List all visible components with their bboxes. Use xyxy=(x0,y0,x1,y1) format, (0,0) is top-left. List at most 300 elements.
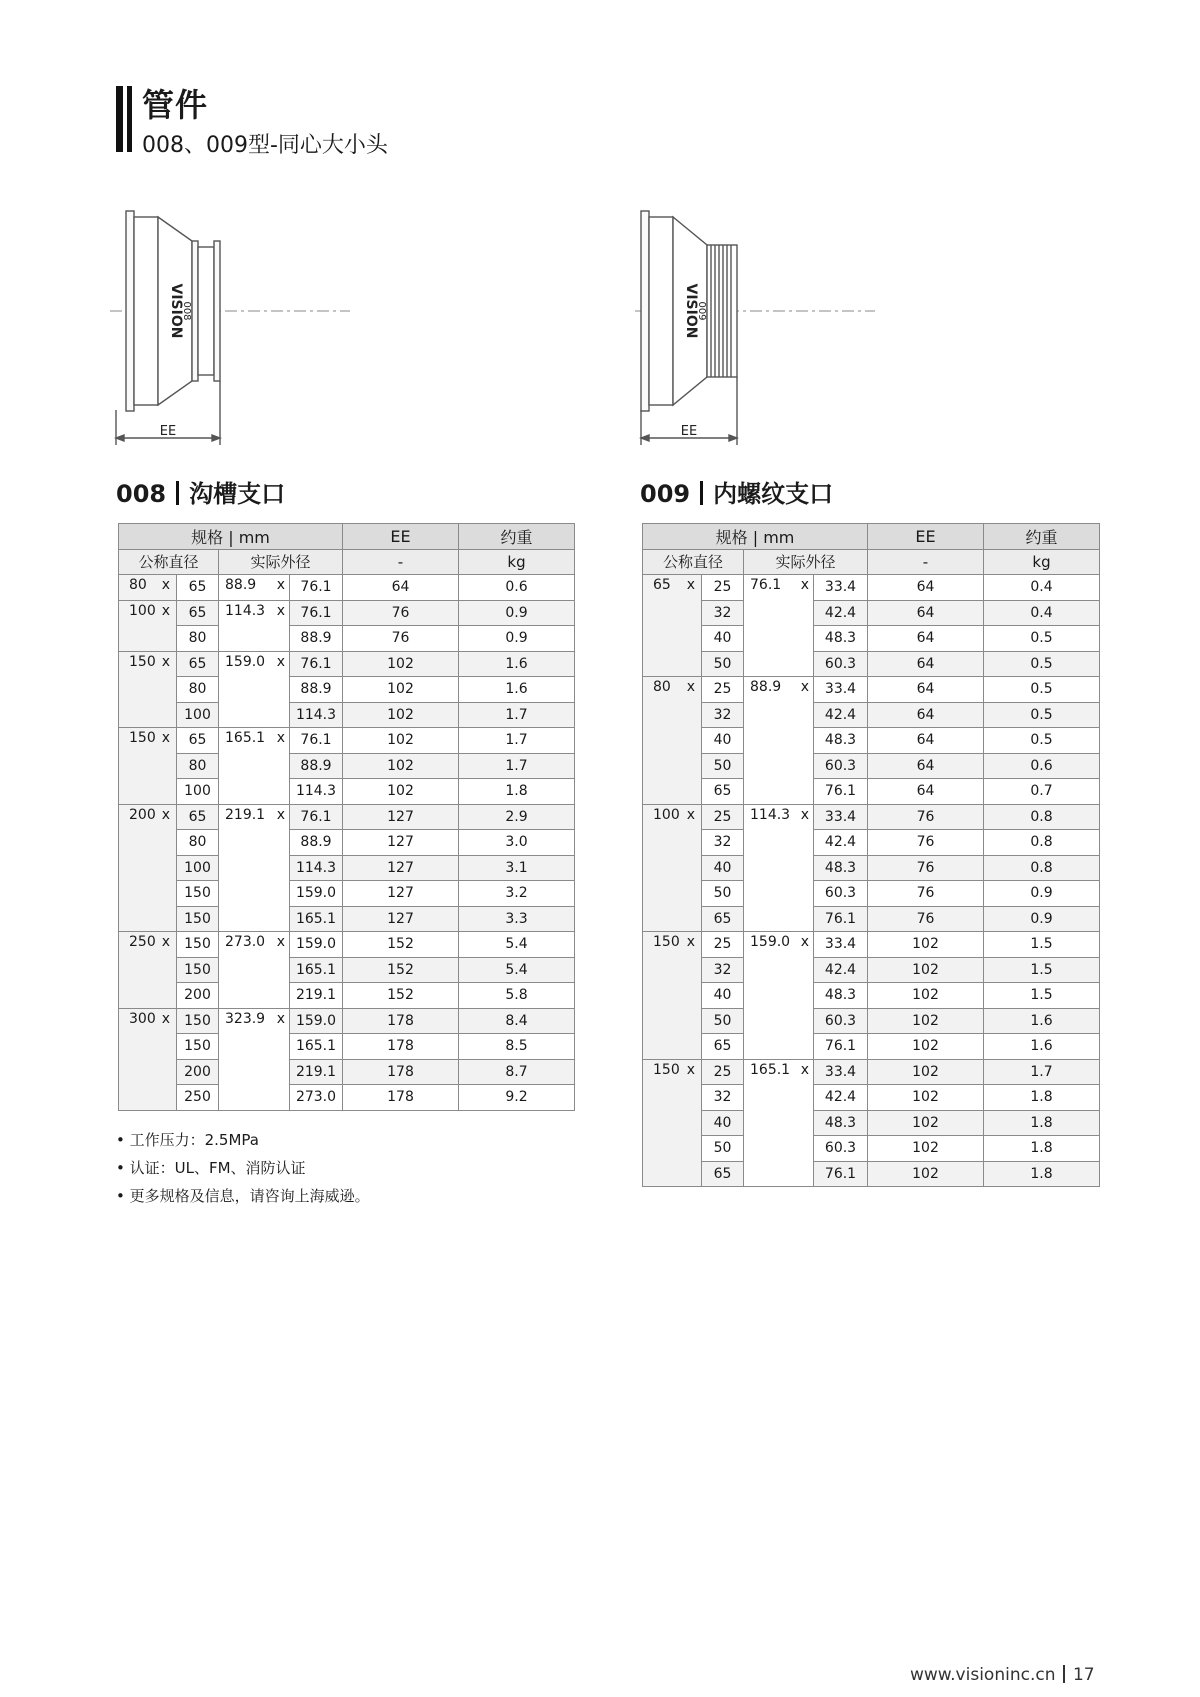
times-sign: x xyxy=(800,679,809,695)
nominal-small: 150 xyxy=(177,1034,219,1060)
note-item: • 更多规格及信息，请咨询上海威逊。 xyxy=(116,1187,370,1205)
table-row xyxy=(119,600,575,626)
table-row xyxy=(643,753,1100,779)
weight-value: 1.6 xyxy=(459,651,575,677)
times-sign: x xyxy=(161,602,170,619)
nominal-small: 80 xyxy=(177,677,219,703)
page-number: 17 xyxy=(1072,1665,1095,1685)
nominal-large-cell xyxy=(643,1059,702,1187)
od-small: 60.3 xyxy=(814,881,868,907)
od-small: 273.0 xyxy=(290,1085,343,1111)
table-row xyxy=(643,1110,1100,1136)
nominal-small: 100 xyxy=(177,702,219,728)
nominal-small: 25 xyxy=(702,1059,744,1085)
ee-value: 76 xyxy=(868,906,984,932)
od-small: 60.3 xyxy=(814,1008,868,1034)
nominal-small: 150 xyxy=(177,881,219,907)
table-row xyxy=(643,906,1100,932)
table-row xyxy=(119,728,575,754)
od-small: 159.0 xyxy=(290,1008,343,1034)
od-small: 48.3 xyxy=(814,983,868,1009)
nominal-large-cell xyxy=(643,932,702,1060)
ee-value: 127 xyxy=(343,881,459,907)
section-name: 沟槽支口 xyxy=(189,480,286,508)
od-large-cell xyxy=(219,804,290,932)
header-weight: 约重 xyxy=(459,524,575,550)
table-row xyxy=(643,1008,1100,1034)
ee-value: 102 xyxy=(868,1136,984,1162)
table-row xyxy=(643,702,1100,728)
times-sign: x xyxy=(161,653,170,670)
nominal-large-cell xyxy=(119,600,177,651)
spec-table-009 xyxy=(642,523,1100,1187)
od-small: 42.4 xyxy=(814,702,868,728)
table-row xyxy=(119,983,575,1009)
od-small: 33.4 xyxy=(814,575,868,601)
nominal-large-cell xyxy=(119,804,177,932)
weight-value: 0.9 xyxy=(984,881,1100,907)
weight-value: 0.9 xyxy=(459,626,575,652)
spec-table-008 xyxy=(118,523,575,1111)
od-small: 76.1 xyxy=(290,651,343,677)
nominal-small: 50 xyxy=(702,651,744,677)
ee-value: 102 xyxy=(343,753,459,779)
table-row xyxy=(119,651,575,677)
times-sign: x xyxy=(276,934,285,950)
table-row xyxy=(119,575,575,601)
od-small: 165.1 xyxy=(290,1034,343,1060)
nominal-large: 150 xyxy=(653,1061,680,1078)
header-ee-unit: - xyxy=(868,549,984,575)
header-weight: 约重 xyxy=(984,524,1100,550)
ee-value: 102 xyxy=(343,651,459,677)
od-small: 76.1 xyxy=(290,575,343,601)
weight-value: 8.5 xyxy=(459,1034,575,1060)
nominal-small: 40 xyxy=(702,1110,744,1136)
weight-value: 0.4 xyxy=(984,575,1100,601)
nominal-small: 80 xyxy=(177,753,219,779)
weight-value: 1.8 xyxy=(984,1161,1100,1187)
od-small: 114.3 xyxy=(290,855,343,881)
ee-value: 64 xyxy=(868,651,984,677)
od-small: 60.3 xyxy=(814,753,868,779)
drawing-brand: VISION xyxy=(683,283,699,339)
nominal-small: 65 xyxy=(702,1161,744,1187)
od-small: 88.9 xyxy=(290,626,343,652)
od-small: 33.4 xyxy=(814,1059,868,1085)
od-large: 114.3 xyxy=(225,602,266,619)
nominal-large: 100 xyxy=(653,806,680,823)
weight-value: 0.9 xyxy=(459,600,575,626)
od-large-cell xyxy=(744,575,814,677)
ee-value: 178 xyxy=(343,1059,459,1085)
weight-value: 5.4 xyxy=(459,932,575,958)
nominal-large-cell xyxy=(119,932,177,1009)
weight-value: 1.7 xyxy=(984,1059,1100,1085)
weight-value: 1.8 xyxy=(984,1136,1100,1162)
weight-value: 5.8 xyxy=(459,983,575,1009)
times-sign: x xyxy=(276,577,285,593)
table-row xyxy=(643,804,1100,830)
header-spec: 规格 | mm xyxy=(643,524,868,550)
od-small: 48.3 xyxy=(814,728,868,754)
table-row xyxy=(119,804,575,830)
table-row xyxy=(643,626,1100,652)
nominal-small: 32 xyxy=(702,702,744,728)
ee-value: 76 xyxy=(868,855,984,881)
od-large: 323.9 xyxy=(225,1010,266,1027)
ee-value: 64 xyxy=(868,728,984,754)
section-name: 内螺纹支口 xyxy=(713,480,834,508)
drawing-brand: VISION xyxy=(168,283,184,339)
nominal-small: 80 xyxy=(177,626,219,652)
times-sign: x xyxy=(161,1010,170,1027)
od-small: 48.3 xyxy=(814,626,868,652)
table-row xyxy=(119,830,575,856)
times-sign: x xyxy=(800,1061,809,1078)
nominal-large: 200 xyxy=(129,806,156,823)
ee-value: 102 xyxy=(868,1008,984,1034)
table-row xyxy=(119,1034,575,1060)
times-sign: x xyxy=(686,679,695,695)
nominal-small: 65 xyxy=(177,728,219,754)
header-weight-unit: kg xyxy=(459,549,575,575)
od-large: 219.1 xyxy=(225,806,266,823)
ee-value: 102 xyxy=(343,728,459,754)
nominal-large: 150 xyxy=(653,934,680,950)
weight-value: 1.5 xyxy=(984,957,1100,983)
times-sign: x xyxy=(276,806,285,823)
table-row xyxy=(119,1008,575,1034)
table-row xyxy=(119,779,575,805)
od-small: 42.4 xyxy=(814,830,868,856)
od-large: 114.3 xyxy=(750,806,791,823)
weight-value: 1.7 xyxy=(459,753,575,779)
page-footer xyxy=(910,1665,1095,1685)
od-small: 42.4 xyxy=(814,600,868,626)
nominal-large-cell xyxy=(643,677,702,805)
od-large-cell xyxy=(744,1059,814,1187)
drawing-model: 009 xyxy=(696,301,707,321)
weight-value: 2.9 xyxy=(459,804,575,830)
od-small: 76.1 xyxy=(814,779,868,805)
nominal-small: 32 xyxy=(702,830,744,856)
table-row xyxy=(119,1085,575,1111)
nominal-small: 25 xyxy=(702,804,744,830)
times-sign: x xyxy=(686,577,695,593)
weight-value: 1.6 xyxy=(984,1008,1100,1034)
section-code: 009 xyxy=(640,480,691,508)
header-ee-unit: - xyxy=(343,549,459,575)
table-row xyxy=(119,906,575,932)
table-row xyxy=(643,575,1100,601)
weight-value: 9.2 xyxy=(459,1085,575,1111)
weight-value: 0.5 xyxy=(984,651,1100,677)
times-sign: x xyxy=(161,730,170,746)
table-row xyxy=(119,957,575,983)
ee-value: 102 xyxy=(868,1034,984,1060)
od-small: 219.1 xyxy=(290,983,343,1009)
times-sign: x xyxy=(276,730,285,746)
drawing-dim-label: EE xyxy=(159,424,177,439)
ee-value: 127 xyxy=(343,906,459,932)
od-large-cell xyxy=(219,575,290,601)
ee-value: 152 xyxy=(343,983,459,1009)
footer-website: www.visioninc.cn xyxy=(910,1665,1056,1685)
ee-value: 102 xyxy=(868,1110,984,1136)
weight-value: 0.7 xyxy=(984,779,1100,805)
ee-value: 102 xyxy=(868,1085,984,1111)
header-od: 实际外径 xyxy=(219,549,343,575)
nominal-small: 50 xyxy=(702,1008,744,1034)
ee-value: 64 xyxy=(868,753,984,779)
times-sign: x xyxy=(161,934,170,950)
nominal-large: 150 xyxy=(129,730,156,746)
od-small: 88.9 xyxy=(290,753,343,779)
weight-value: 0.8 xyxy=(984,804,1100,830)
od-small: 114.3 xyxy=(290,779,343,805)
weight-value: 0.5 xyxy=(984,728,1100,754)
ee-value: 102 xyxy=(868,1059,984,1085)
ee-value: 102 xyxy=(343,702,459,728)
nominal-small: 50 xyxy=(702,881,744,907)
weight-value: 0.6 xyxy=(459,575,575,601)
weight-value: 1.6 xyxy=(984,1034,1100,1060)
weight-value: 0.8 xyxy=(984,830,1100,856)
weight-value: 3.2 xyxy=(459,881,575,907)
nominal-small: 150 xyxy=(177,906,219,932)
od-small: 76.1 xyxy=(290,600,343,626)
times-sign: x xyxy=(800,577,809,593)
weight-value: 1.8 xyxy=(984,1110,1100,1136)
nominal-small: 32 xyxy=(702,957,744,983)
nominal-large: 250 xyxy=(129,934,156,950)
ee-value: 127 xyxy=(343,804,459,830)
nominal-small: 65 xyxy=(702,906,744,932)
weight-value: 1.7 xyxy=(459,728,575,754)
od-small: 48.3 xyxy=(814,855,868,881)
od-small: 88.9 xyxy=(290,677,343,703)
ee-value: 64 xyxy=(868,575,984,601)
od-large: 273.0 xyxy=(225,934,266,950)
od-large: 165.1 xyxy=(750,1061,791,1078)
ee-value: 102 xyxy=(868,983,984,1009)
header-spec: 规格 | mm xyxy=(119,524,343,550)
table-row xyxy=(119,1059,575,1085)
times-sign: x xyxy=(686,934,695,950)
od-small: 165.1 xyxy=(290,906,343,932)
ee-value: 152 xyxy=(343,932,459,958)
nominal-small: 150 xyxy=(177,932,219,958)
od-large-cell xyxy=(744,932,814,1060)
weight-value: 1.8 xyxy=(459,779,575,805)
nominal-small: 40 xyxy=(702,728,744,754)
table-row xyxy=(643,728,1100,754)
od-large-cell xyxy=(219,1008,290,1110)
nominal-small: 80 xyxy=(177,830,219,856)
nominal-small: 65 xyxy=(177,575,219,601)
nominal-small: 65 xyxy=(702,1034,744,1060)
ee-value: 102 xyxy=(343,779,459,805)
nominal-large-cell xyxy=(119,575,177,601)
weight-value: 0.6 xyxy=(984,753,1100,779)
table-row xyxy=(119,702,575,728)
weight-value: 1.5 xyxy=(984,983,1100,1009)
page-subtitle: 008、009型-同心大小头 xyxy=(142,133,388,158)
section-title-009 xyxy=(640,474,833,509)
table-row xyxy=(643,600,1100,626)
od-small: 88.9 xyxy=(290,830,343,856)
od-large: 76.1 xyxy=(750,577,782,593)
od-large-cell xyxy=(219,600,290,651)
nominal-small: 200 xyxy=(177,983,219,1009)
od-small: 60.3 xyxy=(814,1136,868,1162)
od-large: 88.9 xyxy=(750,679,782,695)
weight-value: 0.4 xyxy=(984,600,1100,626)
weight-value: 0.8 xyxy=(984,855,1100,881)
table-row xyxy=(119,855,575,881)
table-row xyxy=(643,983,1100,1009)
ee-value: 102 xyxy=(868,1161,984,1187)
weight-value: 3.0 xyxy=(459,830,575,856)
od-large: 159.0 xyxy=(225,653,266,670)
od-small: 33.4 xyxy=(814,932,868,958)
weight-value: 0.9 xyxy=(984,906,1100,932)
nominal-large: 65 xyxy=(653,577,671,593)
ee-value: 76 xyxy=(868,804,984,830)
ee-value: 102 xyxy=(868,932,984,958)
times-sign: x xyxy=(686,806,695,823)
ee-value: 64 xyxy=(343,575,459,601)
ee-value: 64 xyxy=(868,600,984,626)
weight-value: 1.6 xyxy=(459,677,575,703)
nominal-small: 25 xyxy=(702,677,744,703)
times-sign: x xyxy=(800,934,809,950)
od-small: 159.0 xyxy=(290,881,343,907)
times-sign: x xyxy=(276,1010,285,1027)
table-row xyxy=(643,957,1100,983)
table-row xyxy=(643,1085,1100,1111)
table-row xyxy=(643,651,1100,677)
ee-value: 76 xyxy=(343,600,459,626)
times-sign: x xyxy=(276,653,285,670)
weight-value: 0.5 xyxy=(984,626,1100,652)
od-small: 114.3 xyxy=(290,702,343,728)
weight-value: 1.5 xyxy=(984,932,1100,958)
times-sign: x xyxy=(161,577,170,593)
table-row xyxy=(643,1161,1100,1187)
ee-value: 64 xyxy=(868,779,984,805)
nominal-large: 100 xyxy=(129,602,156,619)
nominal-small: 65 xyxy=(177,600,219,626)
table-row xyxy=(643,1059,1100,1085)
section-title-008 xyxy=(116,474,285,509)
table-row xyxy=(119,626,575,652)
ee-value: 127 xyxy=(343,830,459,856)
od-large: 88.9 xyxy=(225,577,257,593)
table-row xyxy=(643,881,1100,907)
weight-value: 8.4 xyxy=(459,1008,575,1034)
drawing-model: 008 xyxy=(181,301,192,321)
drawing-dim-label: EE xyxy=(680,424,698,439)
nominal-large: 150 xyxy=(129,653,156,670)
times-sign: x xyxy=(161,806,170,823)
nominal-small: 40 xyxy=(702,983,744,1009)
ee-value: 102 xyxy=(868,957,984,983)
weight-value: 1.7 xyxy=(459,702,575,728)
table-row xyxy=(643,932,1100,958)
weight-value: 5.4 xyxy=(459,957,575,983)
ee-value: 178 xyxy=(343,1008,459,1034)
od-small: 42.4 xyxy=(814,957,868,983)
nominal-small: 25 xyxy=(702,932,744,958)
table-row xyxy=(643,830,1100,856)
table-row xyxy=(643,1136,1100,1162)
ee-value: 76 xyxy=(343,626,459,652)
table-row xyxy=(119,881,575,907)
fitting-drawing-009 xyxy=(635,205,875,450)
od-large-cell xyxy=(219,728,290,805)
nominal-large-cell xyxy=(643,575,702,677)
nominal-small: 40 xyxy=(702,855,744,881)
note-item: • 认证：UL、FM、消防认证 xyxy=(116,1159,306,1177)
nominal-large-cell xyxy=(119,651,177,728)
fitting-drawing-008 xyxy=(110,205,350,450)
od-small: 219.1 xyxy=(290,1059,343,1085)
nominal-small: 100 xyxy=(177,779,219,805)
table-row xyxy=(643,1034,1100,1060)
header-weight-unit: kg xyxy=(984,549,1100,575)
times-sign: x xyxy=(800,806,809,823)
ee-value: 127 xyxy=(343,855,459,881)
od-small: 48.3 xyxy=(814,1110,868,1136)
header-ee: EE xyxy=(343,524,459,550)
od-small: 76.1 xyxy=(290,728,343,754)
header-od: 实际外径 xyxy=(744,549,868,575)
ee-value: 64 xyxy=(868,702,984,728)
header-nominal: 公称直径 xyxy=(643,549,744,575)
nominal-large-cell xyxy=(119,728,177,805)
od-large-cell xyxy=(219,932,290,1009)
weight-value: 8.7 xyxy=(459,1059,575,1085)
nominal-large-cell xyxy=(643,804,702,932)
od-small: 33.4 xyxy=(814,804,868,830)
od-small: 33.4 xyxy=(814,677,868,703)
page-title: 管件 xyxy=(142,86,209,124)
nominal-small: 50 xyxy=(702,1136,744,1162)
nominal-large-cell xyxy=(119,1008,177,1110)
section-code: 008 xyxy=(116,480,167,508)
nominal-small: 200 xyxy=(177,1059,219,1085)
od-small: 159.0 xyxy=(290,932,343,958)
od-small: 76.1 xyxy=(814,1161,868,1187)
nominal-large: 80 xyxy=(129,577,147,593)
nominal-small: 65 xyxy=(702,779,744,805)
nominal-large: 300 xyxy=(129,1010,156,1027)
table-row xyxy=(643,677,1100,703)
nominal-small: 65 xyxy=(177,651,219,677)
nominal-small: 100 xyxy=(177,855,219,881)
nominal-small: 65 xyxy=(177,804,219,830)
weight-value: 0.5 xyxy=(984,702,1100,728)
od-large-cell xyxy=(744,677,814,805)
nominal-small: 25 xyxy=(702,575,744,601)
table-row xyxy=(643,779,1100,805)
nominal-small: 150 xyxy=(177,1008,219,1034)
od-large-cell xyxy=(219,651,290,728)
od-small: 165.1 xyxy=(290,957,343,983)
od-small: 42.4 xyxy=(814,1085,868,1111)
